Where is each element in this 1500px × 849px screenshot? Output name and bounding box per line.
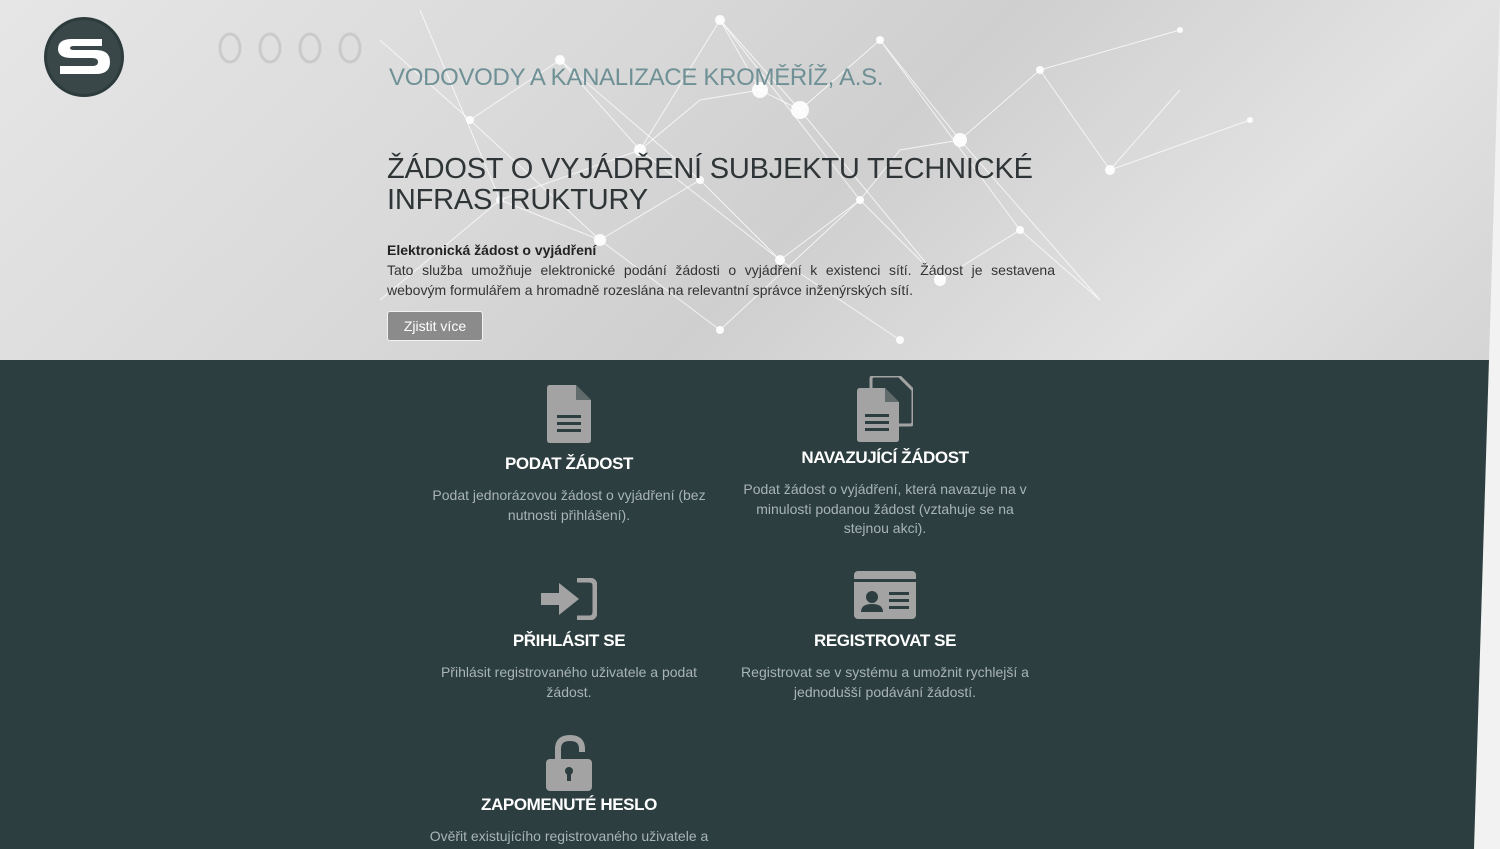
tile-title: NAVAZUJÍCÍ ŽÁDOST xyxy=(801,448,969,467)
tile-description: Registrovat se v systému a umožnit rychlejší a jednodušší podávání žádostí. xyxy=(741,664,1029,700)
tile-description: Podat jednorázovou žádost o vyjádření (bez nutnosti přihlášení). xyxy=(432,487,706,523)
tile-description: Podat žádost o vyjádření, která navazuje na v minulosti podanou žádost (vztahuje se na stejnou akci). xyxy=(743,481,1027,536)
s-logo-icon[interactable] xyxy=(44,17,124,97)
tile-forgotten-password[interactable] xyxy=(419,735,719,847)
tile-title: PODAT ŽÁDOST xyxy=(504,454,634,473)
unlock-icon xyxy=(544,735,594,791)
tile-submit-request[interactable] xyxy=(419,385,719,525)
tile-title: ZAPOMENUTÉ HESLO xyxy=(481,795,657,814)
file-icon xyxy=(547,385,591,443)
tile-title: REGISTROVAT SE xyxy=(813,631,957,650)
learn-more-button[interactable]: Zjistit více xyxy=(387,311,483,341)
tile-register[interactable] xyxy=(735,571,1035,702)
files-icon xyxy=(857,376,913,442)
tile-description: Přihlásit registrovaného uživatele a podat žádost. xyxy=(440,664,698,700)
company-name: VODOVODY A KANALIZACE KROMĚŘÍŽ, A.S. xyxy=(389,64,884,91)
intro-heading: Elektronická žádost o vyjádření xyxy=(387,242,597,258)
hero-banner xyxy=(0,0,1500,360)
id-card-icon xyxy=(854,571,916,619)
tile-title: PŘIHLÁSIT SE xyxy=(512,631,626,650)
page-title: ŽÁDOST O VYJÁDŘENÍ SUBJEKTU TECHNICKÉ INFRASTRUKTURY xyxy=(387,153,1033,216)
sign-in-icon xyxy=(541,578,597,620)
tile-sign-in[interactable] xyxy=(419,578,719,702)
tile-follow-up-request[interactable] xyxy=(735,376,1035,539)
tile-description: Ověřit existujícího registrovaného uživatele a xyxy=(429,828,709,844)
intro-text: Tato služba umožňuje elektronické podání žádosti o vyjádření k existenci sítí. Žádost je sestavena webovým formulářem a hromadně rozeslána na relevantní správce inženýrských sítí. xyxy=(387,262,1055,298)
